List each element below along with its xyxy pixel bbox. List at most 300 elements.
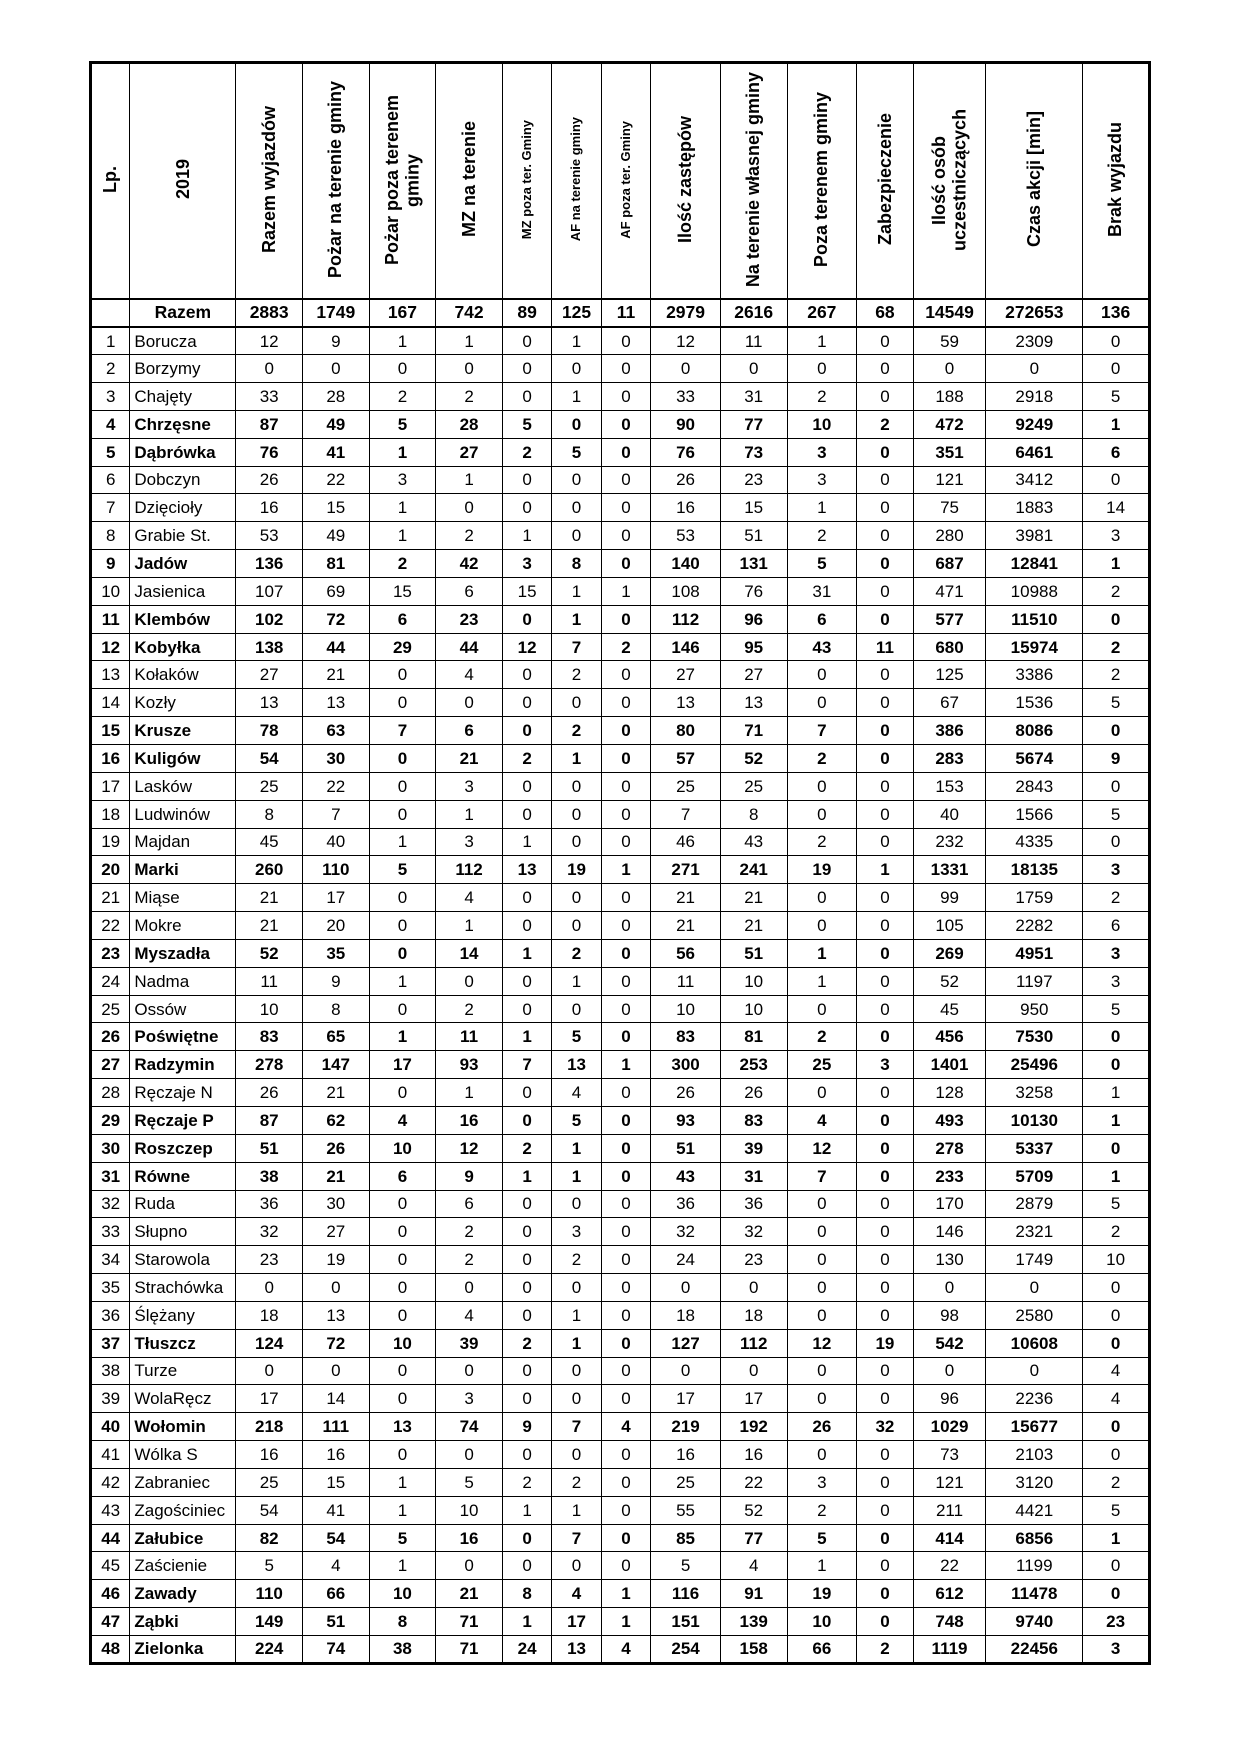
- row-value-cell: 2: [436, 383, 503, 411]
- row-number-cell: 41: [91, 1441, 130, 1469]
- row-value-cell: 2: [436, 995, 503, 1023]
- row-value-cell: 93: [651, 1106, 721, 1134]
- row-value-cell: 39: [436, 1329, 503, 1357]
- header-row: [91, 63, 1150, 300]
- row-number-cell: 7: [91, 494, 130, 522]
- row-value-cell: 170: [913, 1190, 986, 1218]
- row-value-cell: 4: [436, 1301, 503, 1329]
- row-value-cell: 188: [913, 383, 986, 411]
- row-value-cell: 0: [857, 1274, 914, 1302]
- row-value-cell: 6: [436, 717, 503, 745]
- row-value-cell: 23: [436, 605, 503, 633]
- row-name-cell: Zawady: [130, 1580, 236, 1608]
- row-value-cell: 112: [651, 605, 721, 633]
- row-value-cell: 12: [651, 327, 721, 355]
- row-value-cell: 0: [857, 1468, 914, 1496]
- row-value-cell: 1: [1083, 1524, 1150, 1552]
- row-value-cell: 271: [651, 856, 721, 884]
- row-number-cell: 4: [91, 410, 130, 438]
- column-header-mz-outside-gmina: MZ poza ter. Gminy: [502, 63, 551, 300]
- row-number-cell: 5: [91, 438, 130, 466]
- row-value-cell: 1: [1083, 1079, 1150, 1107]
- row-value-cell: 11478: [986, 1580, 1083, 1608]
- row-number-cell: 47: [91, 1608, 130, 1636]
- table-row: [91, 967, 1150, 995]
- row-value-cell: 26: [302, 1134, 369, 1162]
- table-row: [91, 1357, 1150, 1385]
- row-number-cell: 23: [91, 939, 130, 967]
- row-value-cell: 30: [302, 1190, 369, 1218]
- row-value-cell: 139: [720, 1608, 787, 1636]
- row-value-cell: 130: [913, 1246, 986, 1274]
- row-value-cell: 4: [369, 1106, 436, 1134]
- row-value-cell: 0: [436, 1357, 503, 1385]
- row-value-cell: 5674: [986, 745, 1083, 773]
- row-value-cell: 0: [502, 1524, 551, 1552]
- row-value-cell: 16: [651, 1441, 721, 1469]
- row-value-cell: 17: [302, 884, 369, 912]
- row-value-cell: 0: [601, 1329, 650, 1357]
- total-value-cell: 68: [857, 299, 914, 327]
- row-name-cell: Radzymin: [130, 1051, 236, 1079]
- row-value-cell: 0: [601, 1301, 650, 1329]
- row-value-cell: 71: [436, 1608, 503, 1636]
- row-value-cell: 14: [436, 939, 503, 967]
- row-value-cell: 105: [913, 912, 986, 940]
- row-number-cell: 14: [91, 689, 130, 717]
- row-number-cell: 37: [91, 1329, 130, 1357]
- row-name-cell: Grabie St.: [130, 522, 236, 550]
- row-value-cell: 0: [857, 327, 914, 355]
- row-value-cell: 75: [913, 494, 986, 522]
- row-number-cell: 44: [91, 1524, 130, 1552]
- row-value-cell: 1: [552, 577, 601, 605]
- row-value-cell: 0: [302, 1274, 369, 1302]
- row-value-cell: 192: [720, 1413, 787, 1441]
- row-value-cell: 0: [601, 995, 650, 1023]
- row-value-cell: 110: [236, 1580, 303, 1608]
- row-value-cell: 0: [601, 1246, 650, 1274]
- row-value-cell: 3: [1083, 967, 1150, 995]
- row-value-cell: 138: [236, 633, 303, 661]
- row-name-cell: Roszczep: [130, 1134, 236, 1162]
- row-value-cell: 2236: [986, 1385, 1083, 1413]
- row-value-cell: 13: [369, 1413, 436, 1441]
- row-value-cell: 15: [302, 494, 369, 522]
- row-value-cell: 0: [601, 939, 650, 967]
- row-value-cell: 0: [369, 800, 436, 828]
- row-value-cell: 18135: [986, 856, 1083, 884]
- row-value-cell: 35: [302, 939, 369, 967]
- row-number-cell: 1: [91, 327, 130, 355]
- row-value-cell: 51: [720, 939, 787, 967]
- row-value-cell: 110: [302, 856, 369, 884]
- row-value-cell: 3: [857, 1051, 914, 1079]
- row-value-cell: 95: [720, 633, 787, 661]
- row-value-cell: 24: [502, 1636, 551, 1664]
- row-value-cell: 2: [787, 522, 857, 550]
- row-value-cell: 0: [857, 661, 914, 689]
- row-value-cell: 74: [302, 1636, 369, 1664]
- table-row: [91, 689, 1150, 717]
- row-value-cell: 8086: [986, 717, 1083, 745]
- row-value-cell: 33: [651, 383, 721, 411]
- table-row: [91, 1496, 1150, 1524]
- row-value-cell: 0: [857, 522, 914, 550]
- row-value-cell: 0: [502, 1190, 551, 1218]
- table-row: [91, 1134, 1150, 1162]
- row-value-cell: 0: [857, 1608, 914, 1636]
- row-value-cell: 0: [552, 800, 601, 828]
- row-value-cell: 45: [913, 995, 986, 1023]
- row-value-cell: 112: [720, 1329, 787, 1357]
- row-value-cell: 25: [236, 772, 303, 800]
- row-name-cell: Kobyłka: [130, 633, 236, 661]
- row-value-cell: 23: [720, 1246, 787, 1274]
- row-value-cell: 0: [369, 1357, 436, 1385]
- row-name-cell: Poświętne: [130, 1023, 236, 1051]
- row-value-cell: 1: [857, 856, 914, 884]
- row-value-cell: 3: [1083, 856, 1150, 884]
- row-value-cell: 0: [502, 605, 551, 633]
- row-value-cell: 2321: [986, 1218, 1083, 1246]
- row-value-cell: 0: [857, 1496, 914, 1524]
- row-value-cell: 0: [369, 1441, 436, 1469]
- row-name-cell: Majdan: [130, 828, 236, 856]
- row-value-cell: 1331: [913, 856, 986, 884]
- row-value-cell: 32: [651, 1218, 721, 1246]
- row-value-cell: 10: [369, 1580, 436, 1608]
- row-value-cell: 0: [857, 494, 914, 522]
- row-value-cell: 1197: [986, 967, 1083, 995]
- row-value-cell: 1401: [913, 1051, 986, 1079]
- row-value-cell: 127: [651, 1329, 721, 1357]
- row-number-cell: 22: [91, 912, 130, 940]
- row-value-cell: 0: [857, 1190, 914, 1218]
- row-value-cell: 17: [720, 1385, 787, 1413]
- row-number-cell: 20: [91, 856, 130, 884]
- row-value-cell: 52: [913, 967, 986, 995]
- row-value-cell: 4: [787, 1106, 857, 1134]
- row-value-cell: 99: [913, 884, 986, 912]
- row-value-cell: 52: [720, 1496, 787, 1524]
- row-value-cell: 0: [601, 550, 650, 578]
- row-value-cell: 0: [857, 383, 914, 411]
- row-value-cell: 0: [601, 689, 650, 717]
- row-value-cell: 28: [436, 410, 503, 438]
- row-value-cell: 12: [236, 327, 303, 355]
- row-value-cell: 116: [651, 1580, 721, 1608]
- table-row: [91, 1468, 1150, 1496]
- row-value-cell: 0: [552, 1274, 601, 1302]
- row-value-cell: 1: [369, 438, 436, 466]
- row-value-cell: 2879: [986, 1190, 1083, 1218]
- row-value-cell: 21: [236, 884, 303, 912]
- row-value-cell: 83: [236, 1023, 303, 1051]
- row-value-cell: 21: [651, 884, 721, 912]
- row-value-cell: 8: [236, 800, 303, 828]
- row-value-cell: 0: [857, 550, 914, 578]
- row-value-cell: 1: [1083, 1106, 1150, 1134]
- row-value-cell: 6: [1083, 438, 1150, 466]
- row-value-cell: 5: [369, 856, 436, 884]
- row-value-cell: 1: [502, 1608, 551, 1636]
- row-value-cell: 0: [720, 355, 787, 383]
- row-value-cell: 233: [913, 1162, 986, 1190]
- row-value-cell: 6: [369, 605, 436, 633]
- row-value-cell: 19: [787, 1580, 857, 1608]
- row-value-cell: 41: [302, 1496, 369, 1524]
- row-value-cell: 0: [1083, 327, 1150, 355]
- row-value-cell: 2843: [986, 772, 1083, 800]
- row-number-cell: 10: [91, 577, 130, 605]
- row-value-cell: 43: [787, 633, 857, 661]
- row-number-cell: 36: [91, 1301, 130, 1329]
- row-value-cell: 19: [787, 856, 857, 884]
- row-value-cell: 21: [302, 661, 369, 689]
- row-value-cell: 386: [913, 717, 986, 745]
- row-value-cell: 0: [601, 828, 650, 856]
- table-row: [91, 1190, 1150, 1218]
- row-value-cell: 27: [720, 661, 787, 689]
- row-value-cell: 4: [436, 661, 503, 689]
- row-value-cell: 3: [436, 828, 503, 856]
- row-value-cell: 2: [552, 939, 601, 967]
- row-value-cell: 0: [601, 466, 650, 494]
- row-value-cell: 1566: [986, 800, 1083, 828]
- row-value-cell: 153: [913, 772, 986, 800]
- row-value-cell: 0: [1083, 1552, 1150, 1580]
- row-value-cell: 0: [1083, 828, 1150, 856]
- row-value-cell: 0: [787, 1190, 857, 1218]
- table-row: [91, 1413, 1150, 1441]
- row-value-cell: 32: [236, 1218, 303, 1246]
- row-value-cell: 53: [236, 522, 303, 550]
- row-value-cell: 27: [651, 661, 721, 689]
- row-value-cell: 19: [857, 1329, 914, 1357]
- row-value-cell: 125: [913, 661, 986, 689]
- row-value-cell: 0: [1083, 1134, 1150, 1162]
- row-value-cell: 278: [236, 1051, 303, 1079]
- row-name-cell: Nadma: [130, 967, 236, 995]
- row-value-cell: 3: [436, 1385, 503, 1413]
- row-value-cell: 57: [651, 745, 721, 773]
- row-value-cell: 76: [651, 438, 721, 466]
- row-value-cell: 0: [369, 745, 436, 773]
- table-row: [91, 1218, 1150, 1246]
- row-name-cell: Mokre: [130, 912, 236, 940]
- row-value-cell: 0: [502, 383, 551, 411]
- row-name-cell: Ręczaje N: [130, 1079, 236, 1107]
- row-value-cell: 8: [369, 1608, 436, 1636]
- row-value-cell: 81: [720, 1023, 787, 1051]
- row-value-cell: 0: [369, 355, 436, 383]
- row-value-cell: 0: [787, 1274, 857, 1302]
- row-value-cell: 3: [787, 438, 857, 466]
- row-value-cell: 0: [1083, 355, 1150, 383]
- row-value-cell: 62: [302, 1106, 369, 1134]
- row-value-cell: 0: [552, 410, 601, 438]
- column-header-af-outside-gmina: AF poza ter. Gminy: [601, 63, 650, 300]
- row-value-cell: 0: [601, 383, 650, 411]
- row-value-cell: 15677: [986, 1413, 1083, 1441]
- row-value-cell: 11: [720, 327, 787, 355]
- row-value-cell: 1: [552, 745, 601, 773]
- row-number-cell: 6: [91, 466, 130, 494]
- row-value-cell: 2: [1083, 884, 1150, 912]
- row-name-cell: Dobczyn: [130, 466, 236, 494]
- row-value-cell: 10: [369, 1329, 436, 1357]
- row-name-cell: Ślężany: [130, 1301, 236, 1329]
- row-value-cell: 2: [552, 1468, 601, 1496]
- row-value-cell: 5: [1083, 1190, 1150, 1218]
- row-name-cell: Ruda: [130, 1190, 236, 1218]
- row-value-cell: 0: [502, 466, 551, 494]
- row-value-cell: 0: [857, 995, 914, 1023]
- row-value-cell: 0: [857, 939, 914, 967]
- row-value-cell: 10: [236, 995, 303, 1023]
- row-number-cell: 30: [91, 1134, 130, 1162]
- row-value-cell: 25: [651, 1468, 721, 1496]
- row-value-cell: 1: [436, 1079, 503, 1107]
- row-value-cell: 5: [1083, 1496, 1150, 1524]
- row-value-cell: 71: [436, 1636, 503, 1664]
- row-value-cell: 0: [502, 1079, 551, 1107]
- row-value-cell: 10: [1083, 1246, 1150, 1274]
- row-value-cell: 26: [236, 1079, 303, 1107]
- row-value-cell: 41: [302, 438, 369, 466]
- row-value-cell: 0: [787, 995, 857, 1023]
- row-name-cell: Kołaków: [130, 661, 236, 689]
- row-value-cell: 2: [369, 550, 436, 578]
- row-value-cell: 0: [552, 466, 601, 494]
- table-row: [91, 884, 1150, 912]
- table-row: [91, 1608, 1150, 1636]
- row-value-cell: 0: [502, 494, 551, 522]
- row-value-cell: 0: [1083, 1023, 1150, 1051]
- column-header-outside-gmina: Poza terenem gminy: [787, 63, 857, 300]
- row-value-cell: 10: [436, 1496, 503, 1524]
- total-lp-cell: [91, 299, 130, 327]
- row-value-cell: 0: [502, 717, 551, 745]
- row-value-cell: 2: [787, 828, 857, 856]
- row-value-cell: 0: [1083, 1051, 1150, 1079]
- row-value-cell: 5: [787, 1524, 857, 1552]
- row-value-cell: 2: [436, 1246, 503, 1274]
- row-value-cell: 0: [857, 577, 914, 605]
- row-value-cell: 1: [601, 1580, 650, 1608]
- row-value-cell: 2: [552, 1246, 601, 1274]
- row-name-cell: Załubice: [130, 1524, 236, 1552]
- row-number-cell: 18: [91, 800, 130, 828]
- row-value-cell: 136: [236, 550, 303, 578]
- total-value-cell: 2979: [651, 299, 721, 327]
- row-value-cell: 0: [857, 1441, 914, 1469]
- row-value-cell: 351: [913, 438, 986, 466]
- row-value-cell: 5: [1083, 383, 1150, 411]
- row-value-cell: 0: [601, 410, 650, 438]
- row-value-cell: 1536: [986, 689, 1083, 717]
- row-value-cell: 0: [857, 1162, 914, 1190]
- row-value-cell: 3: [1083, 939, 1150, 967]
- row-value-cell: 66: [302, 1580, 369, 1608]
- row-value-cell: 13: [502, 856, 551, 884]
- row-value-cell: 4: [1083, 1385, 1150, 1413]
- row-name-cell: Starowola: [130, 1246, 236, 1274]
- row-value-cell: 0: [1083, 1301, 1150, 1329]
- row-value-cell: 0: [601, 1496, 650, 1524]
- row-value-cell: 140: [651, 550, 721, 578]
- row-value-cell: 1: [436, 800, 503, 828]
- row-value-cell: 0: [236, 1357, 303, 1385]
- row-number-cell: 11: [91, 605, 130, 633]
- row-value-cell: 87: [236, 1106, 303, 1134]
- row-value-cell: 7: [651, 800, 721, 828]
- row-value-cell: 0: [552, 689, 601, 717]
- total-label-cell: Razem: [130, 299, 236, 327]
- row-value-cell: 4: [436, 884, 503, 912]
- row-value-cell: 0: [651, 355, 721, 383]
- row-value-cell: 21: [651, 912, 721, 940]
- row-value-cell: 1: [552, 1162, 601, 1190]
- row-name-cell: WolaRęcz: [130, 1385, 236, 1413]
- table-row: [91, 466, 1150, 494]
- table-row: [91, 1636, 1150, 1664]
- row-value-cell: 11510: [986, 605, 1083, 633]
- row-value-cell: 13: [236, 689, 303, 717]
- row-number-cell: 25: [91, 995, 130, 1023]
- row-value-cell: 1883: [986, 494, 1083, 522]
- row-value-cell: 2309: [986, 327, 1083, 355]
- row-value-cell: 21: [236, 912, 303, 940]
- total-value-cell: 1749: [302, 299, 369, 327]
- row-value-cell: 8: [502, 1580, 551, 1608]
- row-value-cell: 0: [601, 1218, 650, 1246]
- row-value-cell: 9: [502, 1413, 551, 1441]
- row-value-cell: 3: [552, 1218, 601, 1246]
- row-value-cell: 456: [913, 1023, 986, 1051]
- row-value-cell: 158: [720, 1636, 787, 1664]
- row-value-cell: 0: [369, 661, 436, 689]
- row-number-cell: 40: [91, 1413, 130, 1441]
- row-value-cell: 0: [857, 1301, 914, 1329]
- row-value-cell: 9: [1083, 745, 1150, 773]
- row-value-cell: 0: [369, 939, 436, 967]
- row-value-cell: 80: [651, 717, 721, 745]
- row-name-cell: Ludwinów: [130, 800, 236, 828]
- row-value-cell: 3412: [986, 466, 1083, 494]
- row-name-cell: Marki: [130, 856, 236, 884]
- row-value-cell: 7: [369, 717, 436, 745]
- row-value-cell: 0: [787, 1301, 857, 1329]
- row-number-cell: 13: [91, 661, 130, 689]
- row-value-cell: 27: [436, 438, 503, 466]
- row-value-cell: 0: [787, 912, 857, 940]
- row-value-cell: 0: [857, 1106, 914, 1134]
- row-value-cell: 0: [601, 1023, 650, 1051]
- row-number-cell: 16: [91, 745, 130, 773]
- row-value-cell: 5: [651, 1552, 721, 1580]
- row-value-cell: 29: [369, 633, 436, 661]
- row-value-cell: 211: [913, 1496, 986, 1524]
- row-value-cell: 0: [787, 1079, 857, 1107]
- row-value-cell: 131: [720, 550, 787, 578]
- row-value-cell: 950: [986, 995, 1083, 1023]
- total-value-cell: 11: [601, 299, 650, 327]
- column-header-units-count: Ilość zastępów: [651, 63, 721, 300]
- row-value-cell: 2: [787, 1496, 857, 1524]
- row-value-cell: 612: [913, 1580, 986, 1608]
